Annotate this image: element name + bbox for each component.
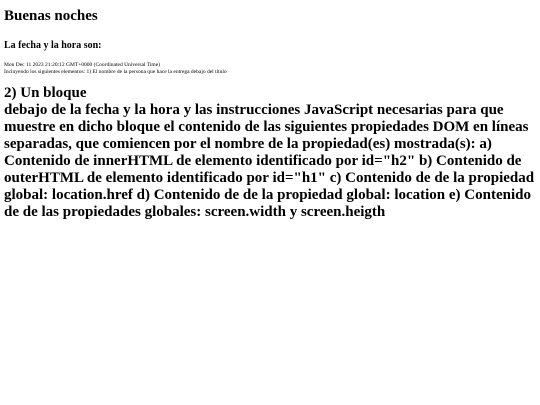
page-heading: Buenas noches bbox=[4, 8, 98, 24]
content-block bbox=[4, 85, 536, 221]
block-body: debajo de la fecha y la hora y las instrucciones JavaScript necesarias para que muestre en dicho bloque el contenido de las siguientes propiedades DOM en líneas separadas, que comiencen por el nombre de la propiedad(es) mostrada(s): a) Contenido de innerHTML de elemento identificado por id="h2" b) Contenido de outerHTML de elemento identificado por id="h1" c) Contenido de de la propiedad global: location.href d) Contenido de de la propiedad global: location e) Contenido de de las propiedades globales: screen.width y screen.heigth bbox=[4, 102, 535, 220]
block-title: 2) Un bloque bbox=[4, 85, 87, 101]
datetime-text: Mon Dec 11 2023 21:20:12 GMT+0000 (Coordinated Universal Time) bbox=[4, 62, 160, 68]
instructions-text: Incluyendo los siguientes elementos: 1) El nombre de la persona que hace la entrega debajo del título bbox=[4, 68, 227, 75]
date-subheading: La fecha y la hora son: bbox=[4, 40, 102, 51]
